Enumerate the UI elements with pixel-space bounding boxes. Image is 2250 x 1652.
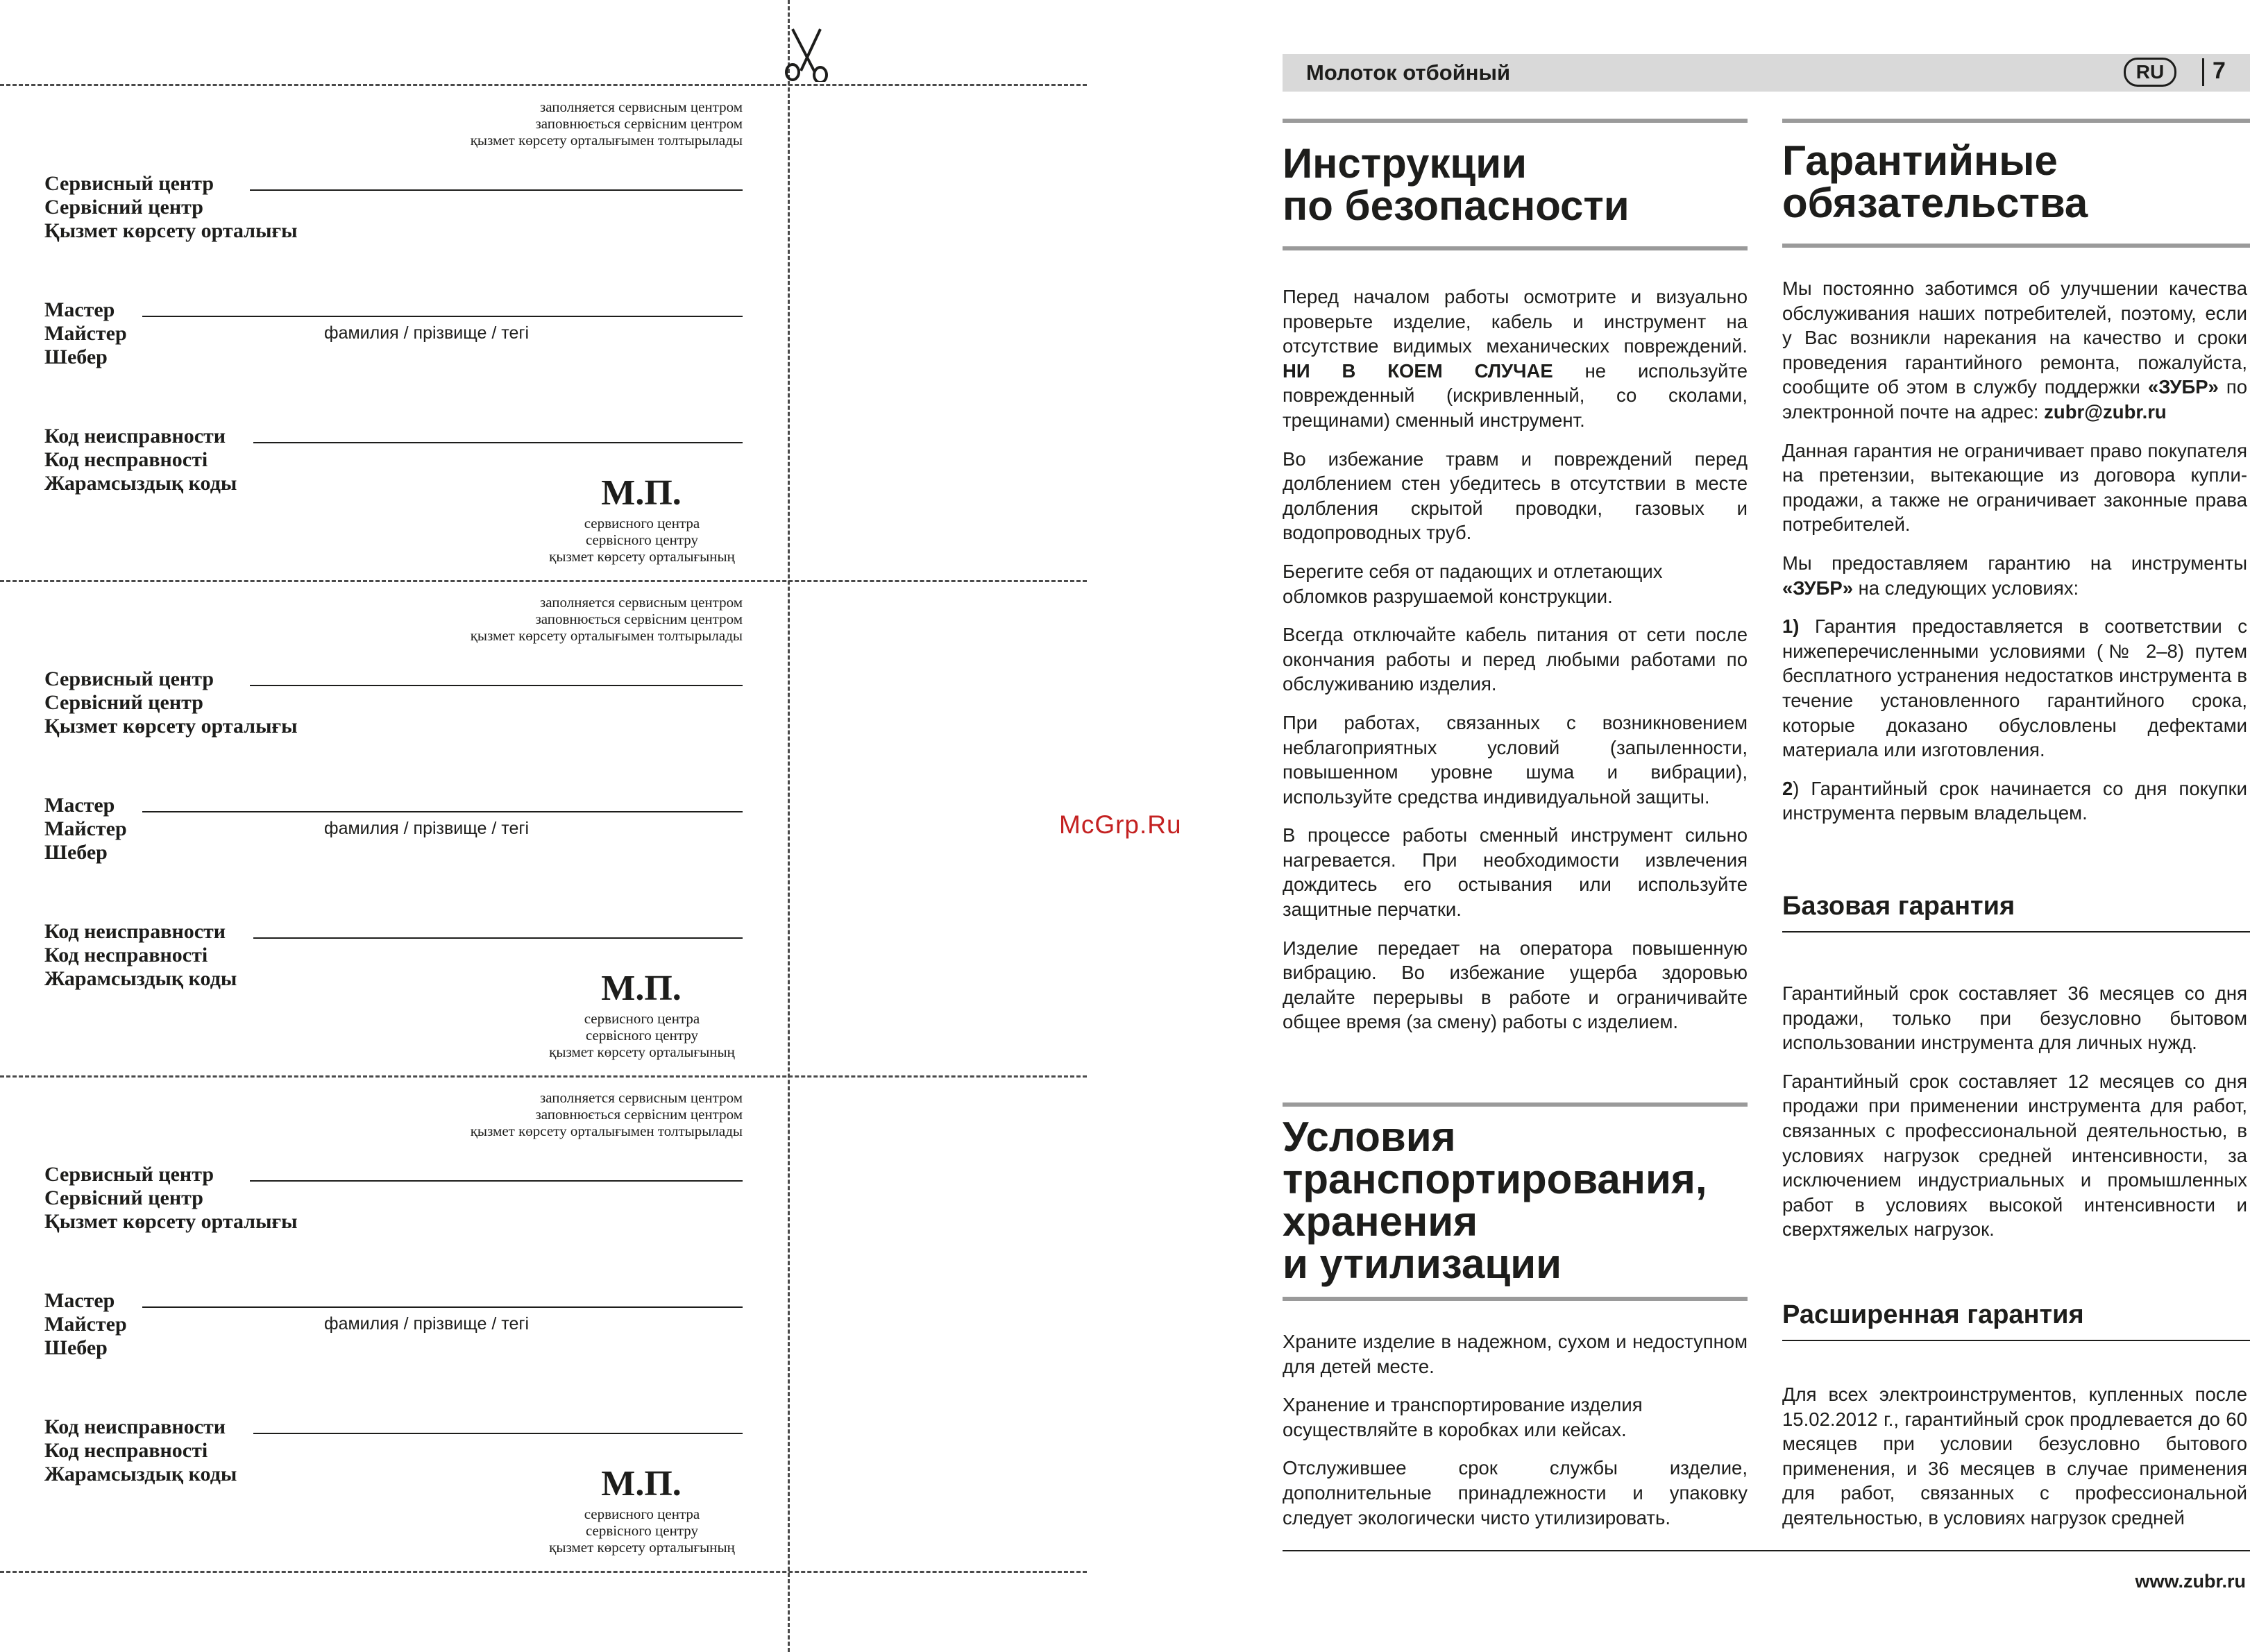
- section-rule: [1283, 119, 1748, 123]
- master-label: Мастер Майстер Шебер: [44, 1289, 127, 1359]
- coupon-note: заполняется сервисным центром заповнюється сервісним центром қызмет көрсету орталығымен толтырылады: [470, 594, 743, 644]
- watermark: McGrp.Ru: [1059, 810, 1182, 839]
- safety-paragraph: При работах, связанных с возникновением неблагоприятных условий (запыленности, повышенном уровне шума и вибрации), используйте средства индивидуальной защиты.: [1283, 711, 1748, 808]
- warranty-paragraph: Мы постоянно заботимся об улучшении качества обслуживания наших потребителей, поэтому, если у Вас возникли нарекания на качество и сроки проведения гарантийного ремонта, пожалуйста, сообщите об этом в службу поддержки «ЗУБР» по электронной почте на адрес: zubr@zubr.ru: [1782, 278, 2247, 423]
- extended-warranty-text: [1782, 1382, 2247, 1535]
- service-center-label: Сервисный центр Сервісний центр Қызмет көрсету орталығы: [44, 172, 298, 242]
- warranty-coupon-1: [0, 94, 763, 580]
- defect-code-label: Код неисправности Код несправності Жарамсыздық коды: [44, 1415, 237, 1485]
- master-label: Мастер Майстер Шебер: [44, 298, 127, 368]
- service-center-label: Сервисный центр Сервісний центр Қызмет көрсету орталығы: [44, 667, 298, 738]
- warranty-coupon-3: [0, 1085, 763, 1571]
- section-rule: [1782, 244, 2250, 248]
- cut-line-bottom: [0, 1571, 1087, 1573]
- safety-paragraph: Всегда отключайте кабель питания от сети после окончания работы и перед любыми работами по обслуживанию изделия.: [1283, 624, 1748, 695]
- section-rule: [1782, 1340, 2250, 1341]
- page-number-divider: [2202, 58, 2204, 86]
- warranty-paragraph: 1) Гарантия предоставляется в соответствии с нижеперечисленными условиями (№ 2–8) путем бесплатного устранения недостатков инструмента в течение установленного гарантийного срока, которые доказано обусловлены дефектами материала или изготовления.: [1782, 615, 2247, 761]
- warranty-paragraph: Данная гарантия не ограничивает право покупателя на претензии, вытекающие из договора купли-продажи, а также не ограничивает законные права потребителей.: [1782, 439, 2247, 536]
- coupon-note: заполняется сервисным центром заповнюється сервісним центром қызмет көрсету орталығымен толтырылады: [470, 99, 743, 148]
- base-warranty-text: [1782, 981, 2247, 1256]
- defect-code-label: Код неисправности Код несправності Жарамсыздық коды: [44, 425, 237, 495]
- safety-paragraph: Во избежание травм и повреждений перед долблением стен убедитесь в отсутствии в месте долбления скрытой проводки, газовых и водопроводных труб.: [1283, 448, 1748, 544]
- storage-title: Условия транспортирования, хранения и утилизации: [1283, 1114, 1707, 1287]
- safety-text: [1283, 284, 1748, 1048]
- page-number: 7: [2213, 58, 2226, 84]
- storage-text: [1283, 1329, 1748, 1544]
- warranty-paragraph: Мы предоставляем гарантию на инструменты «ЗУБР» на следующих условиях:: [1782, 552, 2247, 599]
- scissors-icon: [784, 24, 837, 82]
- extended-warranty-paragraph: Для всех электроинструментов, купленных после 15.02.2012 г., гарантийный срок продлевается до 60 месяцев при условии безусловно бытового применения, и 36 месяцев в случае применения для работ, связанных с профессиональной деятельностью, в условиях нагрузок средней: [1782, 1383, 2247, 1528]
- stamp-label: М.П.: [601, 473, 682, 513]
- stamp-label: М.П.: [601, 1464, 682, 1504]
- storage-paragraph: Храните изделие в надежном, сухом и недоступном для детей месте.: [1283, 1331, 1748, 1377]
- section-rule: [1283, 1102, 1748, 1107]
- master-hint: фамилия / прізвище / тегі: [324, 1314, 530, 1334]
- base-warranty-paragraph: Гарантийный срок составляет 36 месяцев со дня продажи, только при безусловно бытовом использовании инструмента для личных нужд.: [1782, 982, 2247, 1054]
- warranty-title: Гарантийные обязательства: [1782, 137, 2088, 226]
- section-rule: [1283, 1297, 1748, 1301]
- service-center-field[interactable]: [250, 685, 743, 686]
- base-warranty-paragraph: Гарантийный срок составляет 12 месяцев со дня продажи при применении инструмента для работ, связанных с профессиональной деятельностью, в условиях нагрузок средней интенсивности, за исключением индустриальных и промышленных работ в условиях высокой интенсивности и сверхтяжелых нагрузок.: [1782, 1070, 2247, 1241]
- defect-code-field[interactable]: [253, 1433, 743, 1434]
- safety-paragraph: Перед началом работы осмотрите и визуально проверьте изделие, кабель и инструмент на отсутствие видимых механических повреждений. НИ В КОЕМ СЛУЧАЕ не используйте поврежденный (искривленный, со сколами, трещинами) сменный инструмент.: [1283, 286, 1748, 431]
- defect-code-field[interactable]: [253, 442, 743, 443]
- extended-warranty-title: Расширенная гарантия: [1782, 1300, 2084, 1329]
- master-hint: фамилия / прізвище / тегі: [324, 323, 530, 343]
- coupon-note: заполняется сервисным центром заповнюється сервісним центром қызмет көрсету орталығымен толтырылады: [470, 1089, 743, 1139]
- warranty-text: [1782, 276, 2247, 840]
- cut-line-top: [0, 84, 1087, 86]
- storage-paragraph: Хранение и транспортирование изделия осуществляйте в коробках или кейсах.: [1283, 1394, 1643, 1440]
- section-rule: [1782, 931, 2250, 933]
- master-field[interactable]: [142, 316, 743, 317]
- master-label: Мастер Майстер Шебер: [44, 794, 127, 864]
- defect-code-field[interactable]: [253, 937, 743, 939]
- stamp-note: сервисного центра сервісного центру қызмет көрсету орталығының: [549, 1506, 735, 1556]
- service-center-field[interactable]: [250, 189, 743, 191]
- footer-url[interactable]: www.zubr.ru: [2135, 1571, 2246, 1592]
- master-field[interactable]: [142, 1306, 743, 1308]
- language-badge: RU: [2124, 58, 2176, 87]
- service-center-field[interactable]: [250, 1180, 743, 1182]
- warranty-paragraph: 2) Гарантийный срок начинается со дня покупки инструмента первым владельцем.: [1782, 777, 2247, 824]
- warranty-coupon-2: [0, 590, 763, 1075]
- support-email-link[interactable]: zubr@zubr.ru: [2044, 400, 2167, 423]
- section-rule: [1283, 246, 1748, 250]
- master-hint: фамилия / прізвище / тегі: [324, 819, 530, 838]
- safety-paragraph: В процессе работы сменный инструмент сильно нагревается. При необходимости извлечения дождитесь его остывания или используйте защитные перчатки.: [1283, 824, 1748, 921]
- page-header-title: Молоток отбойный: [1306, 60, 1511, 85]
- defect-code-label: Код неисправности Код несправності Жарамсыздық коды: [44, 920, 237, 990]
- safety-paragraph: Изделие передает на оператора повышенную вибрацию. Во избежание ущерба здоровью делайте перерывы в работе и ограничивайте общее время (за смену) работы с изделием.: [1283, 937, 1748, 1033]
- cut-line-middle-2: [0, 1075, 1087, 1078]
- stamp-label: М.П.: [601, 969, 682, 1008]
- storage-paragraph: Отслужившее срок службы изделие, дополнительные принадлежности и упаковку следует экологически чисто утилизировать.: [1283, 1457, 1748, 1528]
- safety-paragraph: Берегите себя от падающих и отлетающих обломков разрушаемой конструкции.: [1283, 560, 1663, 607]
- master-field[interactable]: [142, 811, 743, 812]
- cut-line-middle-1: [0, 580, 1087, 582]
- stamp-note: сервисного центра сервісного центру қызмет көрсету орталығының: [549, 1010, 735, 1060]
- footer-rule: [1283, 1550, 2250, 1551]
- safety-title: Инструкции по безопасности: [1283, 140, 1630, 229]
- service-center-label: Сервисный центр Сервісний центр Қызмет көрсету орталығы: [44, 1163, 298, 1233]
- base-warranty-title: Базовая гарантия: [1782, 892, 2015, 921]
- vertical-cut-line: [788, 0, 790, 1652]
- section-rule: [1782, 119, 2250, 123]
- stamp-note: сервисного центра сервісного центру қызмет көрсету орталығының: [549, 515, 735, 565]
